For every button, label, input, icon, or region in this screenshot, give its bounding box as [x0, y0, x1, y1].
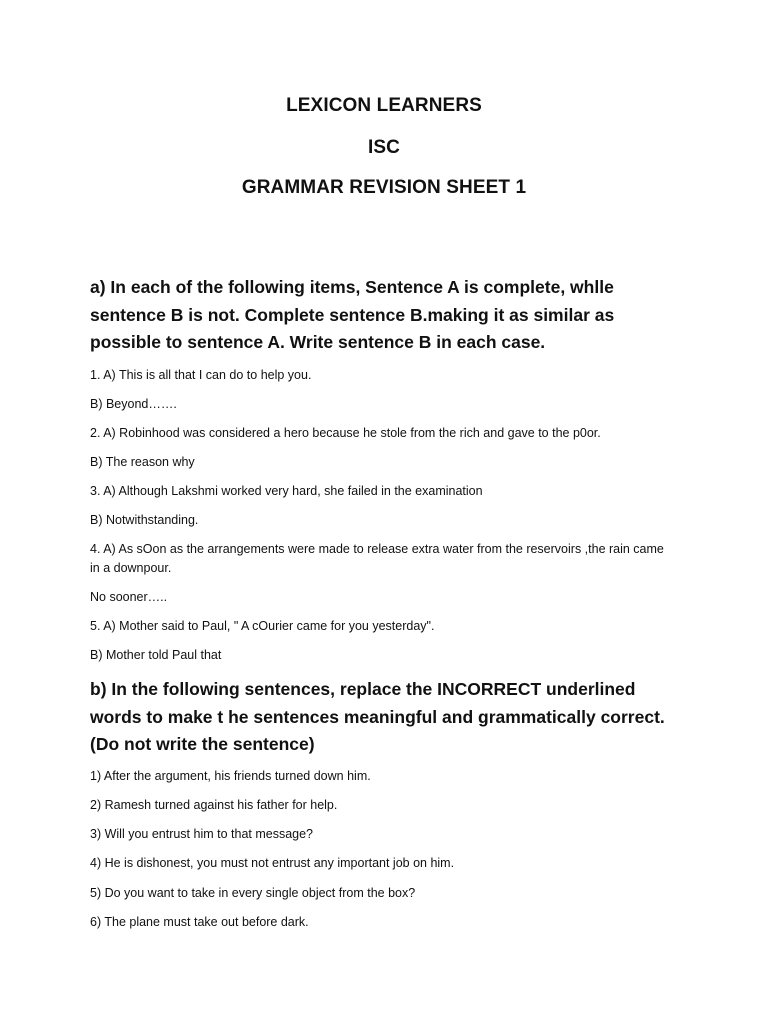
- institution-title: LEXICON LEARNERS: [286, 95, 482, 116]
- section-a-item: B) Mother told Paul that: [90, 648, 222, 662]
- section-b-item: 6) The plane must take out before dark.: [90, 915, 309, 929]
- section-b-item: 2) Ramesh turned against his father for help.: [90, 798, 338, 812]
- section-a-item: B) Beyond…….: [90, 397, 177, 411]
- section-a-item: B) The reason why: [90, 455, 195, 469]
- section-b-item: 4) He is dishonest, you must not entrust any important job on him.: [90, 856, 455, 870]
- section-a-heading: a) In each of the following items, Sentence A is complete, whlle sentence B is not. Complete sentence B.making it as similar as possible to sentence A. Write sentence B in each case.: [90, 277, 615, 352]
- section-b-item: 1) After the argument, his friends turned down him.: [90, 769, 371, 783]
- section-a-item: 1. A) This is all that I can do to help you.: [90, 368, 312, 382]
- section-a-item: B) Notwithstanding.: [90, 513, 199, 527]
- section-b-item: 3) Will you entrust him to that message?: [90, 827, 314, 841]
- section-a-item: 5. A) Mother said to Paul, " A cOurier came for you yesterday".: [90, 619, 435, 633]
- section-a-item: 3. A) Although Lakshmi worked very hard, she failed in the examination: [90, 484, 483, 498]
- section-a-item: No sooner…..: [90, 590, 168, 604]
- section-a-item: 2. A) Robinhood was considered a hero because he stole from the rich and gave to the p0or.: [90, 426, 601, 440]
- board-title: ISC: [368, 137, 400, 158]
- section-b-heading: b) In the following sentences, replace the INCORRECT underlined words to make t he sentences meaningful and grammatically correct. (Do not write the sentence): [90, 679, 665, 754]
- section-a-item: 4. A) As sOon as the arrangements were made to release extra water from the reservoirs ,the rain came in a downpour.: [90, 542, 664, 575]
- section-b-item: 5) Do you want to take in every single object from the box?: [90, 886, 416, 900]
- sheet-title: GRAMMAR REVISION SHEET 1: [241, 177, 527, 198]
